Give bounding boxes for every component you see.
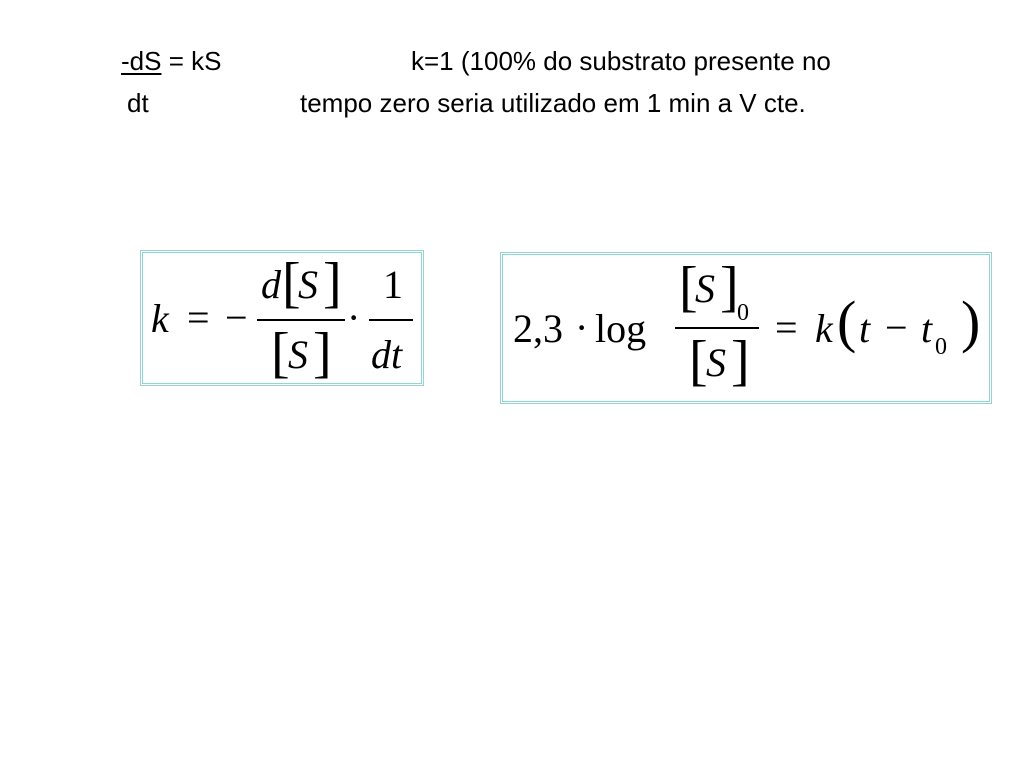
eq2-num-bracket-open: [ bbox=[679, 256, 698, 318]
rate-rhs: = kS bbox=[161, 46, 222, 76]
eq1-fraction-bar-1 bbox=[257, 319, 345, 321]
rate-equation-top bbox=[121, 46, 221, 76]
eq2-fraction-bar bbox=[675, 327, 759, 329]
eq2-den-bracket-close: ] bbox=[731, 330, 750, 392]
eq2-log: log bbox=[595, 306, 647, 351]
eq2-minus: − bbox=[885, 305, 908, 350]
eq2-num-s: S bbox=[695, 266, 715, 311]
eq2-equals: = bbox=[775, 305, 798, 350]
eq1-den-bracket-close: ] bbox=[313, 322, 332, 384]
eq1-k: k bbox=[151, 296, 169, 341]
rate-denominator: dt bbox=[127, 88, 149, 118]
eq2-num-sub0: 0 bbox=[737, 300, 749, 326]
eq2-t0: t bbox=[921, 306, 933, 351]
eq2-den-bracket-open: [ bbox=[689, 330, 708, 392]
eq1-dt: dt bbox=[371, 332, 403, 377]
eq1-num-bracket-open: [ bbox=[282, 252, 301, 314]
eq1-minus: − bbox=[225, 295, 248, 340]
eq2-den-s: S bbox=[706, 340, 726, 385]
eq1-num-bracket-close: ] bbox=[323, 252, 342, 314]
rate-numerator: -dS bbox=[121, 46, 162, 76]
note-line-1: k=1 (100% do substrato presente no bbox=[411, 46, 831, 76]
eq2-k: k bbox=[815, 306, 833, 351]
eq1-num-d: d bbox=[261, 262, 281, 307]
eq2-t0-sub: 0 bbox=[935, 334, 947, 360]
eq1-one: 1 bbox=[383, 262, 403, 307]
eq1-den-bracket-open: [ bbox=[271, 322, 290, 384]
eq1-dot: · bbox=[347, 295, 361, 340]
eq2-dot: · bbox=[575, 305, 589, 350]
eq1-num-s: S bbox=[298, 262, 318, 307]
note-line-2: tempo zero seria utilizado em 1 min a V cte. bbox=[300, 88, 806, 118]
eq1-fraction-bar-2 bbox=[369, 319, 413, 321]
eq2-paren-close: ) bbox=[961, 289, 981, 354]
eq1-equals: = bbox=[187, 295, 210, 340]
eq2-coef: 2,3 bbox=[513, 306, 563, 351]
eq2-num-bracket-close: ] bbox=[720, 256, 739, 318]
eq1-den-s: S bbox=[288, 332, 308, 377]
eq2-paren-open: ( bbox=[837, 289, 857, 354]
eq2-t: t bbox=[859, 306, 871, 351]
equation-box-rate-constant bbox=[140, 250, 424, 386]
equation-box-integrated bbox=[500, 252, 992, 404]
